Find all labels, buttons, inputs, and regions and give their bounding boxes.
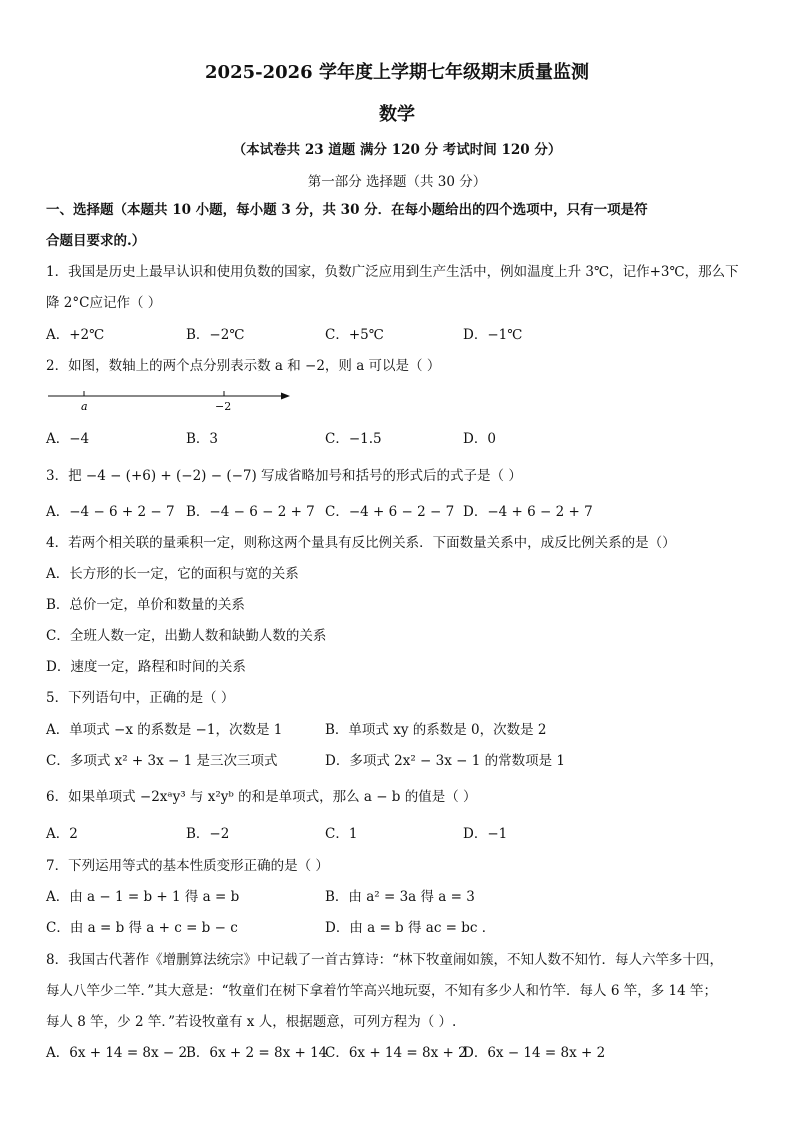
q2-stem: 2．如图，数轴上的两个点分别表示数 a 和 −2，则 a 可以是（ ） xyxy=(46,358,441,374)
q4-stem: 4．若两个相关联的量乘积一定，则称这两个量具有反比例关系．下面数量关系中，成反比例关系的是（） xyxy=(46,535,676,551)
q8-option-b: B．6x + 2 = 8x + 14 xyxy=(186,1045,328,1061)
subject-title: 数学 xyxy=(379,104,415,125)
q3-option-b: B．−4 − 6 − 2 + 7 xyxy=(186,504,315,520)
number-line-figure xyxy=(44,385,294,415)
q7-option-b: B．由 a² = 3a 得 a = 3 xyxy=(325,889,475,905)
q1-option-d: D．−1℃ xyxy=(463,327,523,343)
exam-info: （本试卷共 23 道题 满分 120 分 考试时间 120 分） xyxy=(232,142,562,158)
q7-stem: 7．下列运用等式的基本性质变形正确的是（ ） xyxy=(46,858,329,874)
q2-option-d: D．0 xyxy=(463,431,496,447)
q8-option-a: A．6x + 14 = 8x − 2 xyxy=(46,1045,188,1061)
q6-option-d: D．−1 xyxy=(463,826,508,842)
q3-option-a: A．−4 − 6 + 2 − 7 xyxy=(46,504,175,520)
q8-stem-line2: 每人八竿少二竿．”其大意是：“牧童们在树下拿着竹竿高兴地玩耍，不知有多少人和竹竿．每人 6 竿，多 14 竿； xyxy=(46,983,717,999)
q7-option-d: D．由 a = b 得 ac = bc ． xyxy=(325,920,496,936)
q4-option-c: C．全班人数一定，出勤人数和缺勤人数的关系 xyxy=(46,628,327,644)
section-heading-line1: 一、选择题（本题共 10 小题，每小题 3 分，共 30 分．在每小题给出的四个选项中，只有一项是符 xyxy=(46,202,648,218)
q8-stem-line1: 8．我国古代著作《增删算法统宗》中记载了一首古算诗：“林下牧童闹如簇，不知人数不知竹．每人六竿多十四， xyxy=(46,952,723,968)
q5-option-c: C．多项式 x² + 3x − 1 是三次三项式 xyxy=(46,753,278,769)
q6-option-a: A．2 xyxy=(46,826,78,842)
q1-stem-line2: 降 2°C应记作（ ） xyxy=(46,295,162,311)
q4-option-d: D．速度一定，路程和时间的关系 xyxy=(46,659,246,675)
q5-stem: 5．下列语句中，正确的是（ ） xyxy=(46,690,235,706)
q7-option-a: A．由 a − 1 = b + 1 得 a = b xyxy=(46,889,240,905)
exam-title: 2025-2026 学年度上学期七年级期末质量监测 xyxy=(205,62,589,83)
q3-option-c: C．−4 + 6 − 2 − 7 xyxy=(325,504,455,520)
q8-option-d: D．6x − 14 = 8x + 2 xyxy=(463,1045,606,1061)
q3-option-d: D．−4 + 6 − 2 + 7 xyxy=(463,504,593,520)
q5-option-b: B．单项式 xy 的系数是 0，次数是 2 xyxy=(325,722,547,738)
q1-option-c: C．+5℃ xyxy=(325,327,384,343)
q2-option-a: A．−4 xyxy=(46,431,90,447)
number-line-label-a: a xyxy=(81,400,88,413)
q6-option-c: C．1 xyxy=(325,826,358,842)
q6-option-b: B．−2 xyxy=(186,826,230,842)
q2-option-b: B．3 xyxy=(186,431,219,447)
q5-option-d: D．多项式 2x² − 3x − 1 的常数项是 1 xyxy=(325,753,565,769)
q8-stem-line3: 每人 8 竿，少 2 竿．”若设牧童有 x 人，根据题意，可列方程为（ ）. xyxy=(46,1014,457,1030)
q7-option-c: C．由 a = b 得 a + c = b − c xyxy=(46,920,238,936)
q5-option-a: A．单项式 −x 的系数是 −1，次数是 1 xyxy=(46,722,283,738)
number-line-arrow xyxy=(281,393,290,400)
q3-stem: 3．把 −4 − (+6) + (−2) − (−7) 写成省略加号和括号的形式后的式子是（ ） xyxy=(46,468,522,484)
q1-stem-line1: 1．我国是历史上最早认识和使用负数的国家，负数广泛应用到生产生活中，例如温度上升 3℃，记作+3℃，那么下 xyxy=(46,264,739,280)
number-line-label-minus2: −2 xyxy=(215,400,232,413)
q4-option-a: A．长方形的长一定，它的面积与宽的关系 xyxy=(46,566,299,582)
q8-option-c: C．6x + 14 = 8x + 2 xyxy=(325,1045,467,1061)
q2-option-c: C．−1.5 xyxy=(325,431,382,447)
section-heading-line2: 合题目要求的.） xyxy=(46,233,146,249)
q1-option-b: B．−2℃ xyxy=(186,327,245,343)
q4-option-b: B．总价一定，单价和数量的关系 xyxy=(46,597,245,613)
q6-stem: 6．如果单项式 −2xᵃy³ 与 x²yᵇ 的和是单项式，那么 a − b 的值是（ ） xyxy=(46,789,477,805)
part-title: 第一部分 选择题（共 30 分） xyxy=(307,174,487,190)
q1-option-a: A．+2℃ xyxy=(46,327,105,343)
